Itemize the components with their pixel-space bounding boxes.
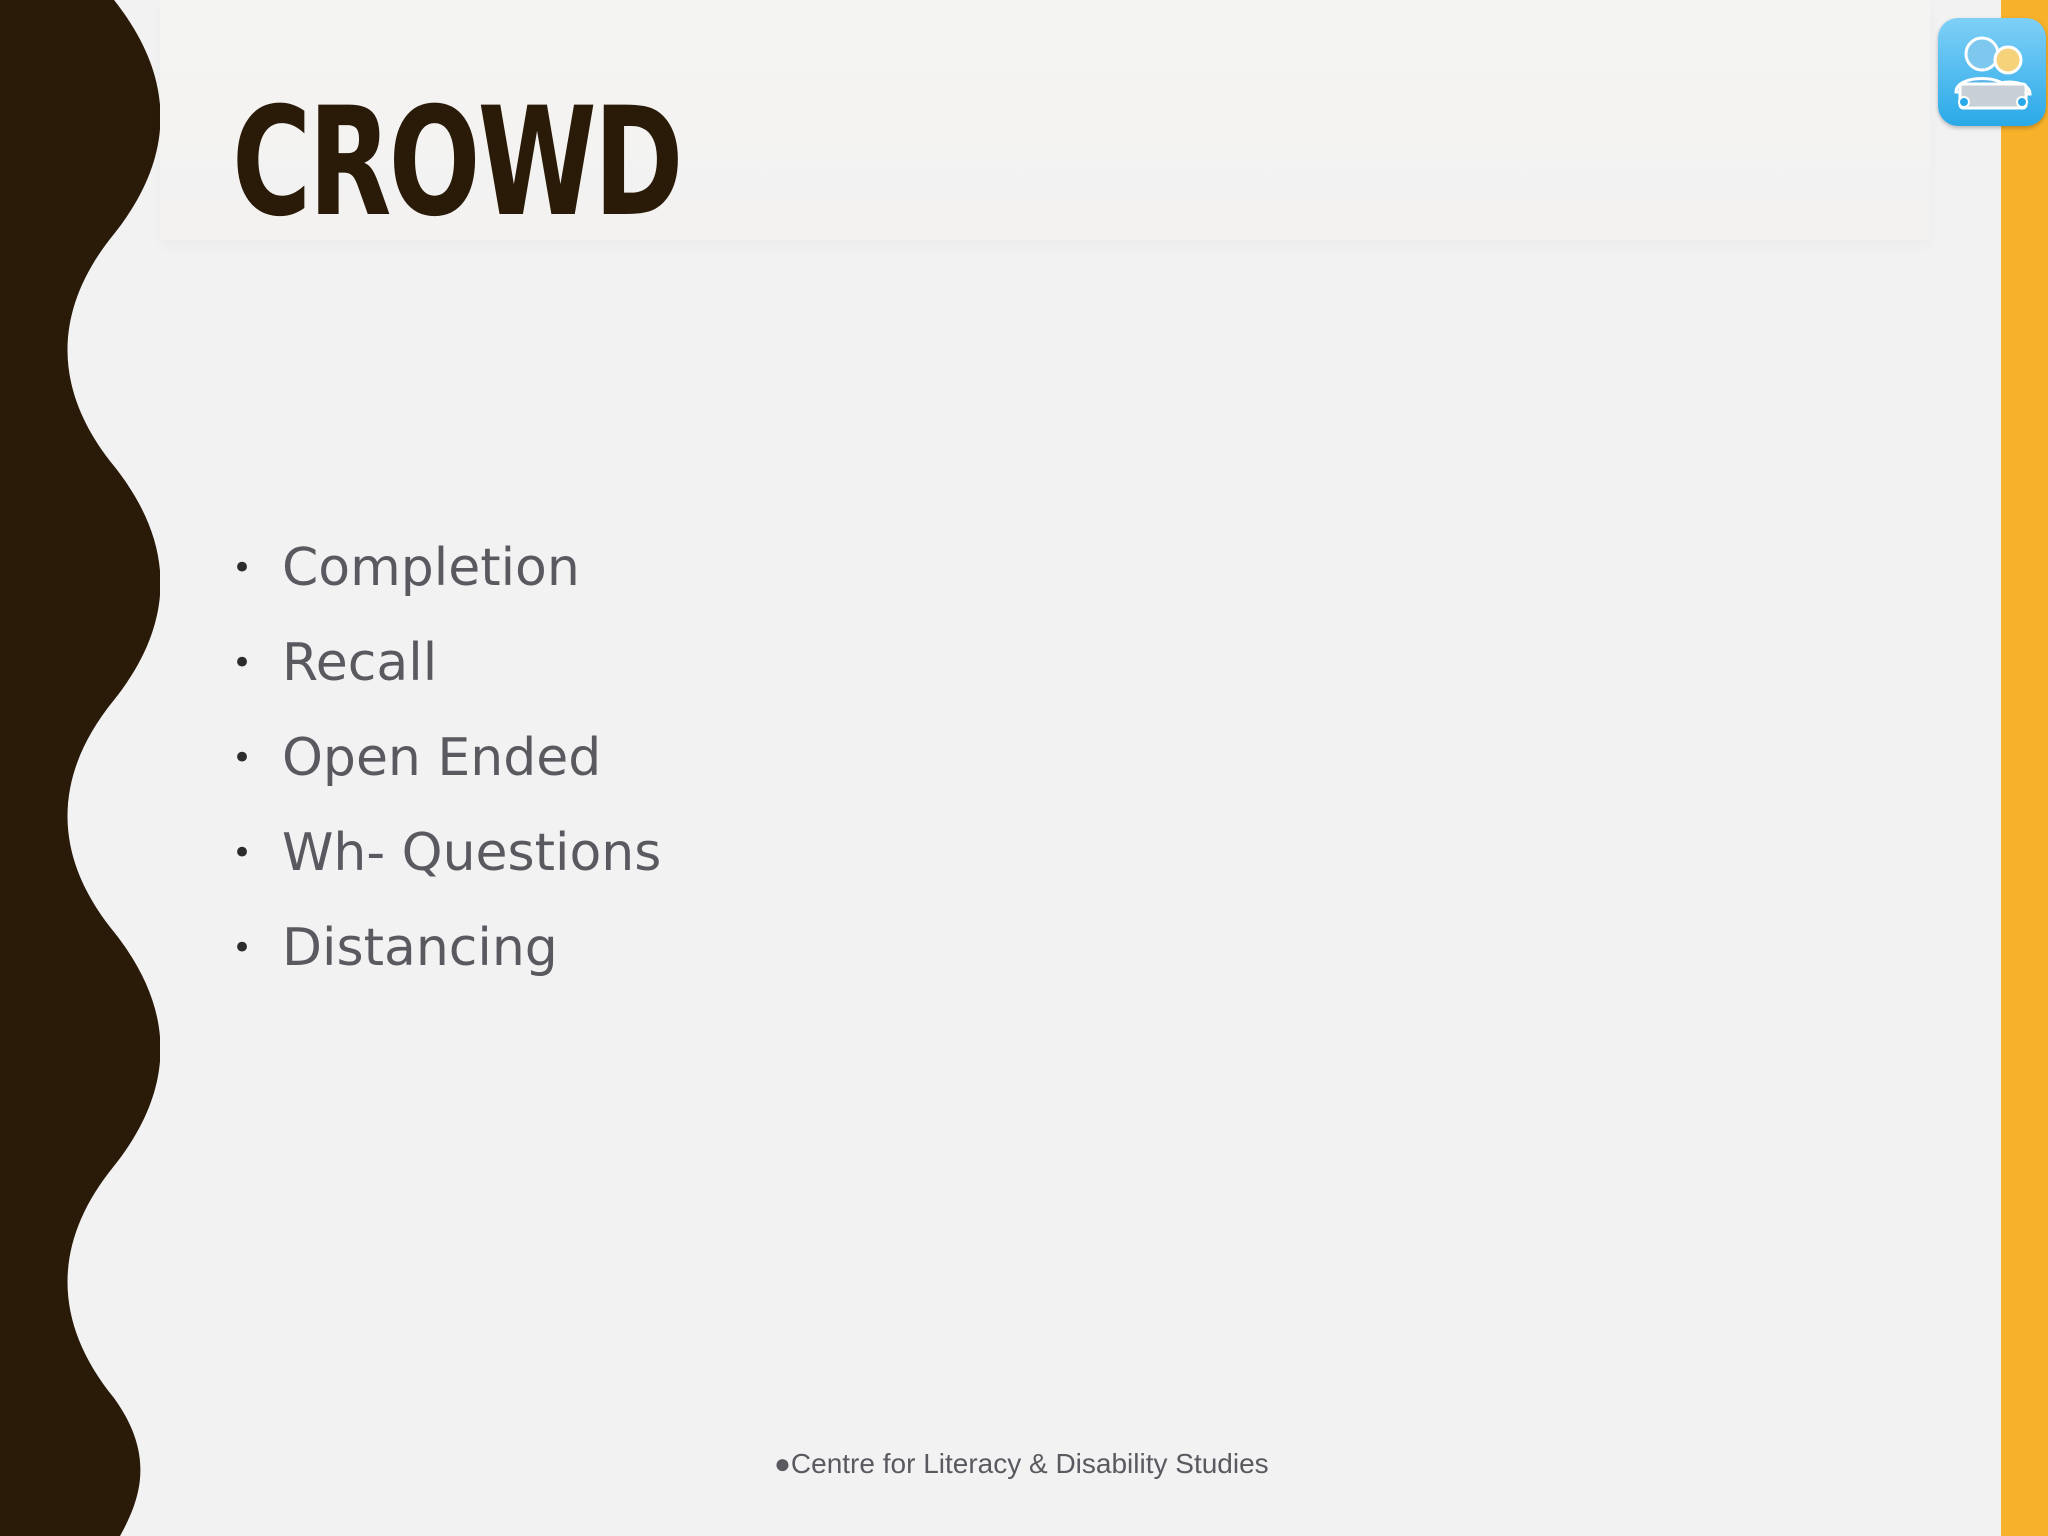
bullet-icon: •: [232, 832, 253, 873]
bullet-item: [232, 805, 661, 900]
slide-footer: ●Centre for Literacy & Disability Studies: [774, 1448, 1269, 1479]
two-people-at-computer-icon: [1938, 18, 2046, 126]
slide-title: CROWD: [232, 76, 681, 250]
bullet-item: [232, 710, 661, 805]
bullet-text: Open Ended: [282, 727, 602, 788]
bullet-text: Recall: [282, 632, 438, 693]
bullet-icon: •: [232, 642, 253, 683]
bullet-text: Distancing: [282, 917, 558, 978]
bullet-text: Completion: [282, 537, 580, 598]
bullet-text: Wh- Questions: [282, 822, 662, 883]
bullet-icon: •: [232, 737, 253, 778]
bullet-item: [232, 615, 661, 710]
bullet-icon: •: [232, 927, 253, 968]
bullet-list: [232, 520, 661, 995]
left-wave-bar: [0, 0, 160, 1536]
bullet-item: [232, 900, 661, 995]
right-accent-bar: [2001, 0, 2048, 1536]
bullet-item: [232, 520, 661, 615]
bullet-icon: •: [232, 547, 253, 588]
